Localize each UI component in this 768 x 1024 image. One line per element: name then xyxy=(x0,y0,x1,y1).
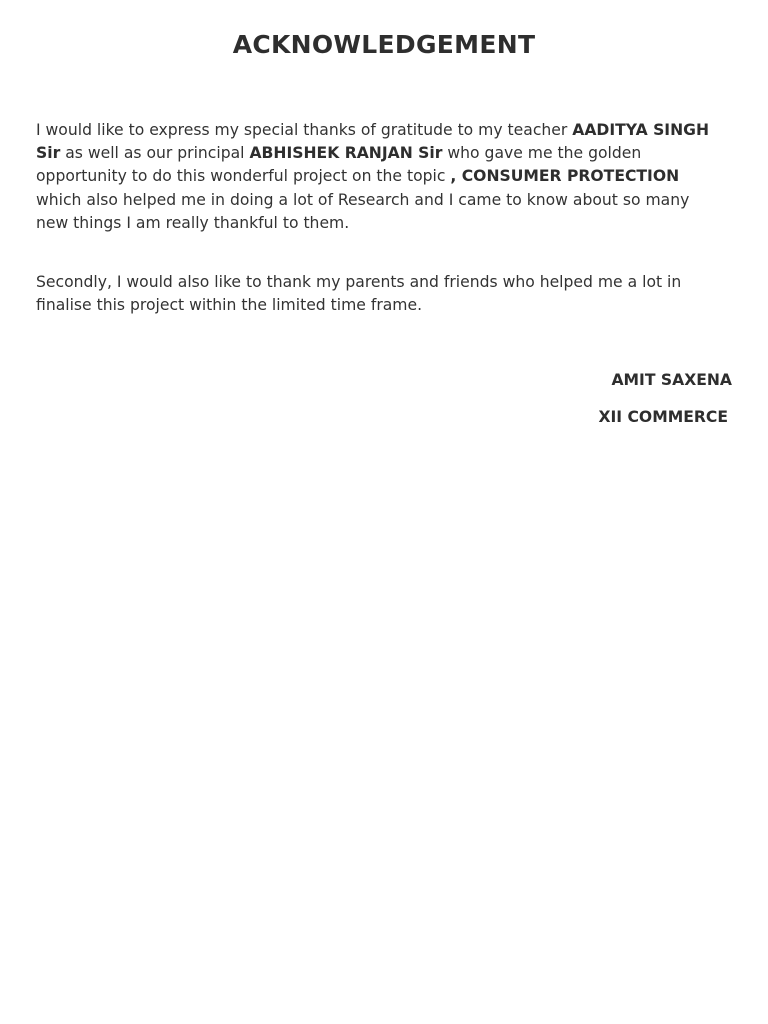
page-title: ACKNOWLEDGEMENT xyxy=(232,30,536,59)
acknowledgement-paragraph xyxy=(36,119,726,235)
principal-name: ABHISHEK RANJAN Sir xyxy=(249,144,443,163)
project-topic: , CONSUMER PROTECTION xyxy=(450,167,680,186)
paragraph-text: which also helped me in doing a lot of Research and I came to know about so many new things I am really thankful to them. xyxy=(36,190,690,232)
paragraph-text: I would like to express my special thanks of gratitude to my teacher xyxy=(36,121,573,139)
thanks-parents-paragraph: Secondly, I would also like to thank my parents and friends who helped me a lot in finalise this project within the limited time frame. xyxy=(36,273,682,315)
paragraph-text: who gave me the golden opportunity to do this wonderful project on the topic xyxy=(36,144,642,186)
teacher-name: AADITYA SINGH Sir xyxy=(36,121,709,163)
student-class: XII COMMERCE xyxy=(598,408,728,426)
student-name: AMIT SAXENA xyxy=(611,371,732,389)
paragraph-text: as well as our principal xyxy=(60,144,250,163)
